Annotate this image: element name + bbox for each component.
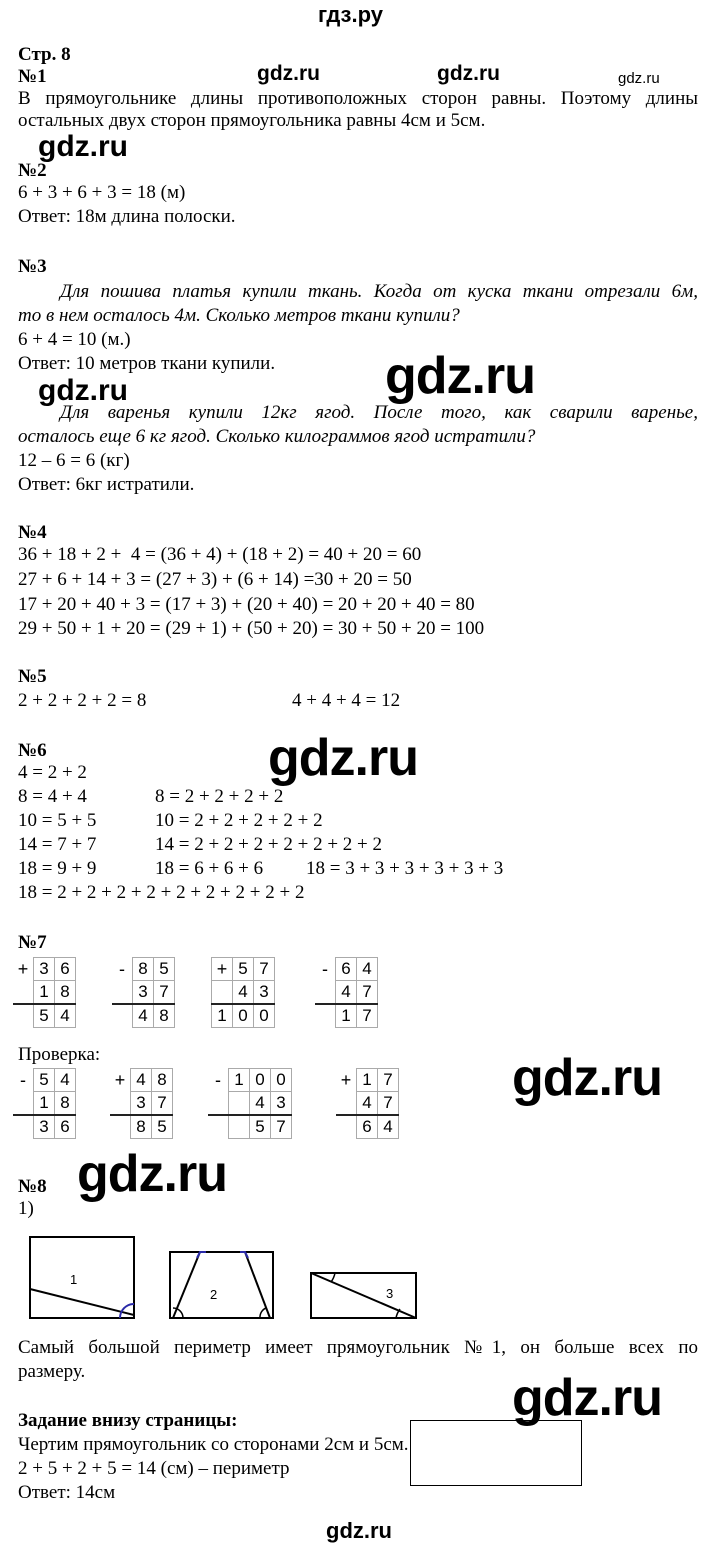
- task-3-solution: 6 + 4 = 10 (м.): [18, 329, 131, 350]
- shape-label-3: 3: [386, 1286, 394, 1301]
- task-8-number: №8: [18, 1176, 47, 1197]
- check-label: Проверка:: [18, 1044, 101, 1065]
- task-6-line: 14 = 2 + 2 + 2 + 2 + 2 + 2 + 2: [155, 834, 383, 855]
- task-4-line: 27 + 6 + 14 + 3 = (27 + 3) + (6 + 14) =30 + 20 = 50: [18, 569, 412, 590]
- bottom-task-title: Задание внизу страницы:: [18, 1410, 238, 1431]
- column-check: + 4 8 3 7 8 5: [110, 1068, 173, 1139]
- task-3-number: №3: [18, 256, 47, 277]
- drawn-rectangle: [410, 1420, 582, 1486]
- task-8-conclusion-line: Самый большой периметр имеет прямоугольник №1, он больше всех по: [18, 1337, 698, 1358]
- task-6-line: 14 = 7 + 7: [18, 834, 97, 855]
- rectangle-3: [311, 1273, 416, 1318]
- watermark: gdz.ru: [618, 70, 660, 87]
- task-3-solution: 12 – 6 = 6 (кг): [18, 450, 130, 471]
- task-3-problem-line: Для пошива платья купили ткань. Когда от куска ткани отрезали 6м,: [60, 281, 698, 302]
- column-check: + 1 7 4 7 6 4: [336, 1068, 399, 1139]
- rectangle-2: [170, 1252, 273, 1318]
- task-5-number: №5: [18, 666, 47, 687]
- site-header-title: гдз.ру: [318, 2, 383, 27]
- task-6-line: 10 = 5 + 5: [18, 810, 97, 831]
- task-6-line: 18 = 2 + 2 + 2 + 2 + 2 + 2 + 2 + 2 + 2: [18, 882, 305, 903]
- task-1-text-line: остальных двух сторон прямоугольника равны 4см и 5см.: [18, 110, 486, 131]
- task-6-line: 8 = 4 + 4: [18, 786, 87, 807]
- column-calc: + 3 6 1 8 5 4: [13, 957, 76, 1028]
- task-4-line: 17 + 20 + 40 + 3 = (17 + 3) + (20 + 40) = 20 + 20 + 40 = 80: [18, 594, 475, 615]
- task-6-line: 8 = 2 + 2 + 2 + 2: [155, 786, 284, 807]
- column-calc: - 6 4 4 7 1 7: [315, 957, 378, 1028]
- task-6-line: 18 = 9 + 9: [18, 858, 97, 879]
- task-3-problem-line: то в нем осталось 4м. Сколько метров ткани купили?: [18, 305, 460, 326]
- rectangle-figures: [0, 1232, 720, 1332]
- task-8-conclusion-line: размеру.: [18, 1361, 86, 1382]
- task-2-number: №2: [18, 160, 47, 181]
- task-3-answer: Ответ: 10 метров ткани купили.: [18, 353, 276, 374]
- task-6-line: 4 = 2 + 2: [18, 762, 87, 783]
- rectangle-1: [30, 1237, 134, 1318]
- watermark: gdz.ru: [38, 130, 128, 163]
- column-check: - 5 4 1 8 3 6: [13, 1068, 76, 1139]
- shape-label-2: 2: [210, 1287, 218, 1302]
- watermark: gdz.ru: [77, 1145, 227, 1203]
- shape-label-1: 1: [70, 1272, 78, 1287]
- task-8-part: 1): [18, 1198, 34, 1219]
- column-check: - 1 0 0 4 3 5 7: [208, 1068, 292, 1139]
- watermark: gdz.ru: [257, 62, 320, 85]
- task-7-number: №7: [18, 932, 47, 953]
- task-1-text-line: В прямоугольнике длины противоположных сторон равны. Поэтому длины: [18, 88, 698, 109]
- bottom-task-line-clip: [18, 1434, 410, 1456]
- task-1-number: №1: [18, 66, 47, 87]
- task-4-number: №4: [18, 522, 47, 543]
- column-calc: + 5 7 4 3 1 0 0: [211, 957, 275, 1028]
- task-6-line: 18 = 3 + 3 + 3 + 3 + 3 + 3: [306, 858, 504, 879]
- task-2-solution: 6 + 3 + 6 + 3 = 18 (м): [18, 182, 186, 203]
- task-3-problem-line: осталось еще 6 кг ягод. Сколько килограммов ягод истратили?: [18, 426, 536, 447]
- column-calc: - 8 5 3 7 4 8: [112, 957, 175, 1028]
- task-6-number: №6: [18, 740, 47, 761]
- task-3-problem-line: Для варенья купили 12кг ягод. После того, как сварили варенье,: [60, 402, 698, 423]
- watermark: gdz.ru: [385, 347, 535, 405]
- task-3-answer: Ответ: 6кг истратили.: [18, 474, 195, 495]
- task-2-answer: Ответ: 18м длина полоски.: [18, 206, 236, 227]
- bottom-task-answer: Ответ: 14см: [18, 1482, 116, 1503]
- task-4-line: 36 + 18 + 2 + 4 = (36 + 4) + (18 + 2) = 40 + 20 = 60: [18, 544, 422, 565]
- task-5-right: 4 + 4 + 4 = 12: [292, 690, 401, 711]
- bottom-task-line: 2 + 5 + 2 + 5 = 14 (см) – периметр: [18, 1458, 290, 1479]
- task-5-left: 2 + 2 + 2 + 2 = 8: [18, 690, 147, 711]
- watermark: gdz.ru: [38, 374, 128, 407]
- task-4-line: 29 + 50 + 1 + 20 = (29 + 1) + (50 + 20) = 30 + 50 + 20 = 100: [18, 618, 485, 639]
- watermark: gdz.ru: [326, 1518, 392, 1543]
- watermark: gdz.ru: [437, 62, 500, 85]
- watermark: gdz.ru: [512, 1049, 662, 1107]
- page-label: Стр. 8: [18, 44, 71, 65]
- bottom-task-line: Чертим прямоугольник со сторонами 2см и 5см.: [18, 1434, 409, 1455]
- task-6-line: 18 = 6 + 6 + 6: [155, 858, 264, 879]
- watermark: gdz.ru: [268, 729, 418, 787]
- task-6-line: 10 = 2 + 2 + 2 + 2 + 2: [155, 810, 323, 831]
- watermark: gdz.ru: [512, 1369, 662, 1427]
